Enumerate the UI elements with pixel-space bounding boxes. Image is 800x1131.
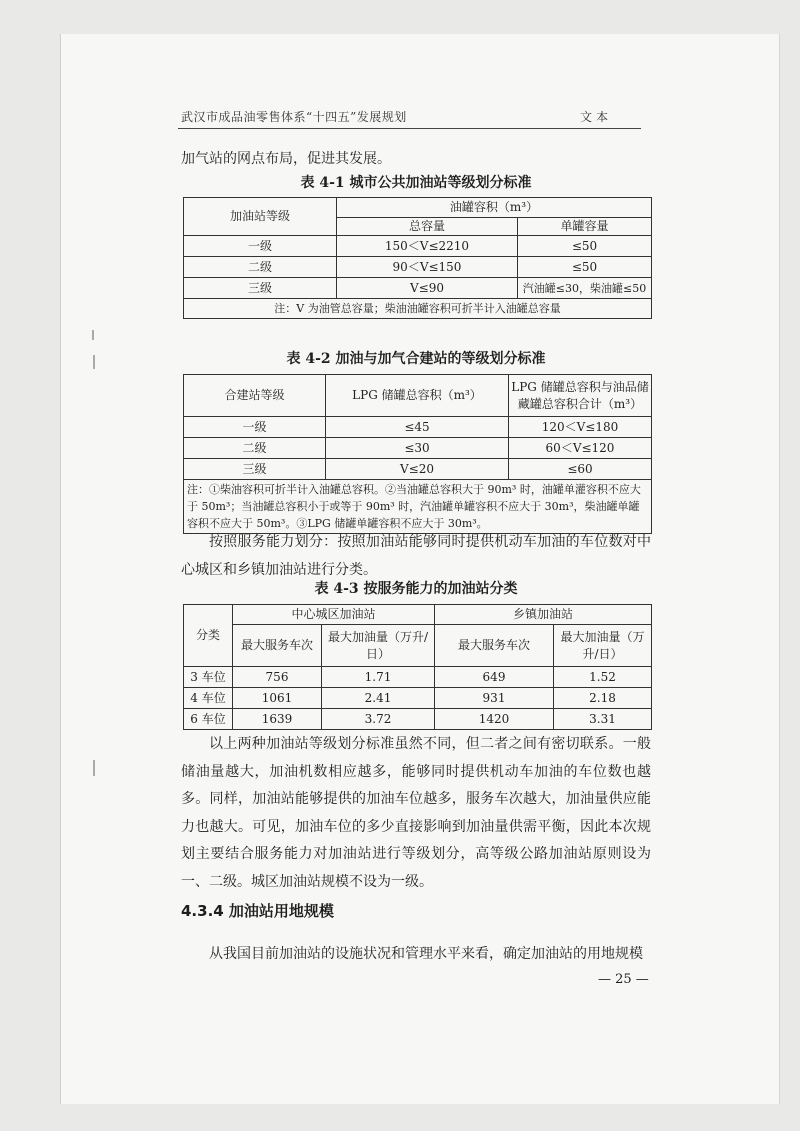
table1-caption: 表 4-1 城市公共加油站等级划分标准	[300, 175, 532, 191]
table3-cell-central-service: 1061	[233, 688, 322, 709]
table1-note: 注：V 为油管总容量；柴油油罐容积可折半计入油罐总容量	[184, 299, 652, 319]
table2-cell-lpg: ≤30	[326, 438, 509, 459]
table1-cell-single: 汽油罐≤30，柴油罐≤50	[518, 278, 652, 299]
table2-cell-combined: 120＜V≤180	[509, 417, 652, 438]
table-row	[184, 417, 652, 438]
table3	[183, 604, 652, 730]
table3-cell-town-service: 1420	[435, 709, 554, 730]
summary-paragraph: 以上两种加油站等级划分标准虽然不同，但二者之间有密切联系。一般储油量越大，加油机数相应越多，能够同时提供机动车加油的车位数也越多。同样，加油站能够提供的加油车位越多，服务车次越大，加油量供应能力也越大。可见，加油车位的多少直接影响到加油量供需平衡，因此本次规划主要结合服务能力对加油站进行等级划分，高等级公路加油站原则设为一、二级。城区加油站规模不设为一级。	[181, 736, 651, 890]
table2-cell-grade: 一级	[184, 417, 326, 438]
table3-cell-central-fuel: 3.72	[322, 709, 435, 730]
scan-mark	[92, 330, 94, 340]
table3-cell-class: 3 车位	[184, 667, 233, 688]
table1-cell-single: ≤50	[518, 236, 652, 257]
table-row	[184, 667, 652, 688]
service-paragraph: 按照服务能力划分：按照加油站能够同时提供机动车加油的车位数对中心城区和乡镇加油站进行分类。	[181, 534, 651, 578]
table2-note: 注：①柴油容积可折半计入油罐总容积。②当油罐总容积大于 90m³ 时，油罐单灌容积不应大于 50m³；当油罐总容积小于或等于 90m³ 时，汽油罐单罐容积不应大于 30m³，柴油罐单罐容积不应大于 50m³。③LPG 储罐单罐容积不应大于 30m³。	[184, 480, 652, 534]
table1-header-total: 总容量	[337, 218, 518, 236]
table3-cell-town-service: 649	[435, 667, 554, 688]
table1-header-single: 单罐容量	[518, 218, 652, 236]
table-row	[184, 236, 652, 257]
table2-cell-grade: 三级	[184, 459, 326, 480]
table1-header-capacity: 油罐容积（m³）	[337, 198, 652, 218]
land-paragraph: 从我国目前加油站的设施状况和管理水平来看，确定加油站的用地规模	[209, 946, 643, 962]
scan-mark	[93, 355, 95, 369]
table3-cell-town-fuel: 1.52	[554, 667, 652, 688]
table1-cell-grade: 三级	[184, 278, 337, 299]
table3-cell-central-service: 756	[233, 667, 322, 688]
table2-header-combined: LPG 储罐总容积与油品储藏罐总容积合计（m³）	[509, 375, 652, 417]
table2-header-grade: 合建站等级	[184, 375, 326, 417]
table-row	[184, 459, 652, 480]
table3-header-town-fuel: 最大加油量（万升/日）	[554, 625, 652, 667]
table3-header-central-fuel: 最大加油量（万升/日）	[322, 625, 435, 667]
table3-cell-central-fuel: 1.71	[322, 667, 435, 688]
table-row	[184, 688, 652, 709]
section-heading: 4.3.4 加油站用地规模	[181, 902, 334, 920]
table3-cell-class: 6 车位	[184, 709, 233, 730]
table1-cell-grade: 二级	[184, 257, 337, 278]
table-row	[184, 438, 652, 459]
table2-cell-combined: 60＜V≤120	[509, 438, 652, 459]
table-row	[184, 709, 652, 730]
scan-mark	[93, 760, 95, 776]
table1-cell-single: ≤50	[518, 257, 652, 278]
table3-cell-class: 4 车位	[184, 688, 233, 709]
table3-header-town: 乡镇加油站	[435, 605, 652, 625]
table3-cell-town-fuel: 3.31	[554, 709, 652, 730]
table3-header-central: 中心城区加油站	[233, 605, 435, 625]
table3-header-town-service: 最大服务车次	[435, 625, 554, 667]
running-header-section: 文本	[580, 110, 613, 124]
intro-paragraph: 加气站的网点布局，促进其发展。	[181, 151, 391, 167]
table-row	[184, 257, 652, 278]
table2-cell-lpg: ≤45	[326, 417, 509, 438]
table3-header-central-service: 最大服务车次	[233, 625, 322, 667]
table1	[183, 197, 652, 319]
table2-cell-grade: 二级	[184, 438, 326, 459]
table3-cell-town-fuel: 2.18	[554, 688, 652, 709]
table-row	[184, 278, 652, 299]
table2-caption: 表 4-2 加油与加气合建站的等级划分标准	[286, 351, 546, 367]
table3-header-class: 分类	[184, 605, 233, 667]
table1-cell-grade: 一级	[184, 236, 337, 257]
table1-cell-total: 150＜V≤2210	[337, 236, 518, 257]
table2-cell-combined: ≤60	[509, 459, 652, 480]
page-number: — 25 —	[598, 972, 649, 987]
table3-cell-town-service: 931	[435, 688, 554, 709]
table1-cell-total: V≤90	[337, 278, 518, 299]
table2-cell-lpg: V≤20	[326, 459, 509, 480]
table2-header-lpg: LPG 储罐总容积（m³）	[326, 375, 509, 417]
table3-cell-central-service: 1639	[233, 709, 322, 730]
running-header-title: 武汉市成品油零售体系“十四五”发展规划	[181, 110, 407, 124]
table1-cell-total: 90＜V≤150	[337, 257, 518, 278]
table3-caption: 表 4-3 按服务能力的加油站分类	[314, 581, 518, 597]
table3-cell-central-fuel: 2.41	[322, 688, 435, 709]
table2	[183, 374, 652, 534]
header-rule	[178, 128, 641, 129]
table1-header-grade: 加油站等级	[184, 198, 337, 236]
